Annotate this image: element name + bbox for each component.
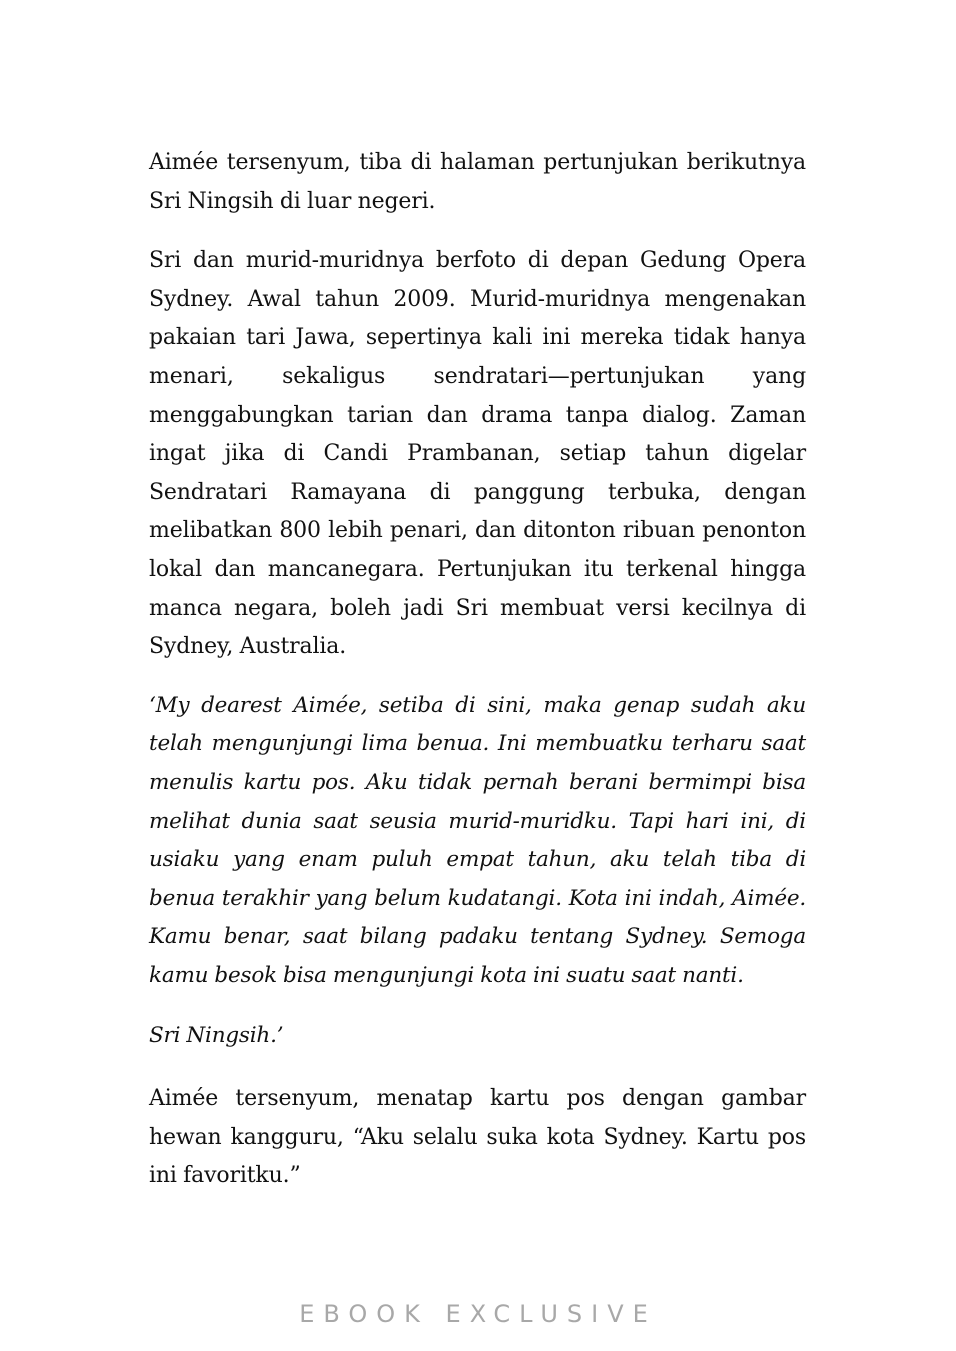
page-body — [149, 144, 806, 1218]
paragraph-closing: Aimée tersenyum, menatap kartu pos dengan gambar hewan kangguru, “Aku selalu suka kota Sydney. Kartu pos ini favoritku.” — [149, 1086, 806, 1189]
paragraph-2: Sri dan murid-muridnya berfoto di depan Gedung Opera Sydney. Awal tahun 2009. Murid-muridnya mengenakan pakaian tari Jawa, sepertinya kali ini mereka tidak hanya menari, sekaligus sendratari—pertunjukan yang menggabungkan tarian dan drama tanpa dialog. Zaman ingat jika di Candi Prambanan, setiap tahun digelar Sendratari Ramayana di panggung terbuka, dengan melibatkan 800 lebih penari, dan ditonton ribuan penonton lokal dan mancanegara. Pertunjukan itu terkenal hingga manca negara, boleh jadi Sri membuat versi kecilnya di Sydney, Australia. — [149, 248, 806, 660]
postcard-message: ‘My dearest Aimée, setiba di sini, maka genap sudah aku telah mengunjungi lima benua. Ini membuatku terharu saat menulis kartu pos. Aku tidak pernah berani bermimpi bisa melihat dunia saat seusia murid-muridku. Tapi hari ini, di usiaku yang enam puluh empat tahun, aku telah tiba di benua terakhir yang belum kudatangi. Kota ini indah, Aimée. Kamu benar, saat bilang padaku tentang Sydney. Semoga kamu besok bisa mengunjungi kota ini suatu saat nanti. — [149, 692, 806, 988]
postcard-signature: Sri Ningsih.’ — [149, 1023, 284, 1049]
ebook-exclusive-footer: EBOOK EXCLUSIVE — [299, 1300, 657, 1328]
paragraph-1: Aimée tersenyum, tiba di halaman pertunjukan berikutnya Sri Ningsih di luar negeri. — [149, 150, 806, 214]
